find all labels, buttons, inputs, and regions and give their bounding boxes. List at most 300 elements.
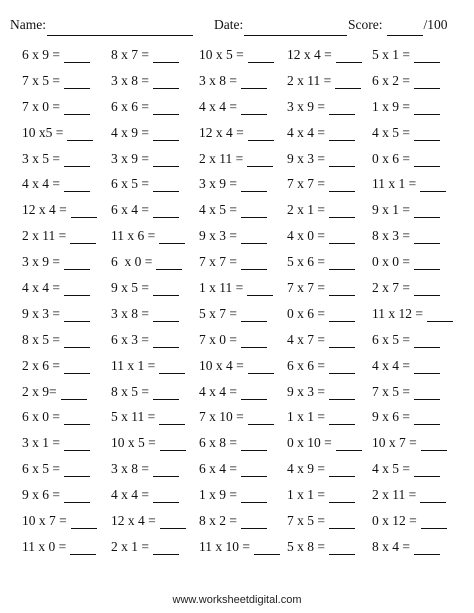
- answer-blank[interactable]: [153, 204, 179, 218]
- problem-text: 4 x 4 =: [199, 98, 237, 114]
- multiplication-problem: [372, 539, 440, 555]
- problem-row: [0, 122, 474, 148]
- problem-text: 5 x 8 =: [287, 538, 325, 554]
- answer-blank[interactable]: [64, 256, 90, 270]
- problem-row: [0, 510, 474, 536]
- problem-text: 10 x5 =: [22, 124, 64, 140]
- answer-blank[interactable]: [153, 101, 179, 115]
- multiplication-problem: [111, 47, 179, 63]
- answer-blank[interactable]: [64, 101, 90, 115]
- answer-blank[interactable]: [335, 75, 361, 89]
- answer-blank[interactable]: [414, 282, 440, 296]
- answer-blank[interactable]: [160, 437, 186, 451]
- answer-blank[interactable]: [414, 360, 440, 374]
- multiplication-problem: [111, 254, 182, 270]
- name-field: [10, 14, 193, 36]
- answer-blank[interactable]: [70, 230, 96, 244]
- answer-blank[interactable]: [64, 308, 90, 322]
- answer-blank[interactable]: [329, 541, 355, 555]
- answer-blank[interactable]: [64, 360, 90, 374]
- problem-text: 4 x 9 =: [287, 461, 325, 477]
- problem-text: 6 x 9 =: [22, 47, 60, 62]
- answer-blank[interactable]: [71, 204, 97, 218]
- answer-blank[interactable]: [159, 360, 185, 374]
- answer-blank[interactable]: [414, 204, 440, 218]
- multiplication-problem: [372, 384, 440, 400]
- score-label: Score:: [348, 17, 383, 32]
- answer-blank[interactable]: [247, 153, 273, 167]
- multiplication-problem: [287, 409, 355, 425]
- answer-blank[interactable]: [329, 334, 355, 348]
- answer-blank[interactable]: [414, 101, 440, 115]
- problem-text: 10 x 7 =: [372, 435, 417, 451]
- answer-blank[interactable]: [329, 386, 355, 400]
- answer-blank[interactable]: [61, 386, 87, 400]
- answer-blank[interactable]: [153, 386, 179, 400]
- multiplication-problem: [22, 435, 90, 451]
- multiplication-problem: [199, 384, 267, 400]
- problem-row: [0, 458, 474, 484]
- answer-blank[interactable]: [153, 489, 179, 503]
- answer-blank[interactable]: [153, 178, 179, 192]
- problem-text: 1 x 1 =: [287, 409, 325, 425]
- problem-text: 5 x 7 =: [199, 305, 237, 321]
- multiplication-problem: [111, 202, 179, 218]
- multiplication-problem: [199, 228, 267, 244]
- multiplication-problem: [372, 47, 440, 63]
- multiplication-problem: [111, 151, 179, 167]
- answer-blank[interactable]: [241, 256, 267, 270]
- answer-blank[interactable]: [241, 334, 267, 348]
- multiplication-problem: [22, 461, 90, 477]
- problem-text: 5 x 1 =: [372, 47, 410, 62]
- multiplication-problem: [372, 125, 440, 141]
- multiplication-problem: [22, 513, 97, 529]
- problem-text: 8 x 4 =: [372, 538, 410, 554]
- answer-blank[interactable]: [329, 308, 355, 322]
- answer-blank[interactable]: [414, 75, 440, 89]
- multiplication-problem: [199, 306, 267, 322]
- problem-grid: [0, 44, 474, 562]
- answer-blank[interactable]: [241, 489, 267, 503]
- multiplication-problem: [22, 228, 96, 244]
- problem-text: 4 x 4 =: [111, 487, 149, 503]
- answer-blank[interactable]: [241, 230, 267, 244]
- problem-text: 12 x 4 =: [22, 202, 67, 218]
- answer-blank[interactable]: [241, 437, 267, 451]
- problem-text: 8 x 5 =: [111, 383, 149, 399]
- date-label: Date:: [214, 17, 244, 32]
- multiplication-problem: [199, 280, 273, 296]
- problem-text: 1 x 11 =: [199, 280, 244, 296]
- problem-text: 3 x 8 =: [111, 72, 149, 88]
- problem-text: 11 x 1 =: [372, 176, 417, 192]
- problem-text: 4 x 4 =: [372, 357, 410, 373]
- multiplication-problem: [111, 461, 179, 477]
- problem-text: 5 x 11 =: [111, 409, 156, 425]
- answer-blank[interactable]: [241, 308, 267, 322]
- answer-blank[interactable]: [414, 386, 440, 400]
- problem-text: 2 x 11 =: [199, 150, 244, 166]
- problem-text: 8 x 5 =: [22, 331, 60, 347]
- problem-text: 6 x 5 =: [22, 461, 60, 477]
- answer-blank[interactable]: [414, 153, 440, 167]
- multiplication-problem: [287, 151, 355, 167]
- answer-blank[interactable]: [241, 204, 267, 218]
- problem-row: [0, 381, 474, 407]
- multiplication-problem: [372, 409, 440, 425]
- answer-blank[interactable]: [329, 101, 355, 115]
- answer-blank[interactable]: [64, 75, 90, 89]
- answer-blank[interactable]: [64, 334, 90, 348]
- problem-text: 9 x 3 =: [287, 150, 325, 166]
- answer-blank[interactable]: [329, 489, 355, 503]
- problem-text: 10 x 7 =: [22, 513, 67, 529]
- problem-text: 2 x 11 =: [22, 228, 67, 244]
- answer-blank[interactable]: [71, 515, 97, 529]
- problem-text: 8 x 3 =: [372, 228, 410, 244]
- problem-row: [0, 536, 474, 562]
- problem-text: 0 x 0 =: [372, 254, 410, 270]
- answer-blank[interactable]: [153, 127, 179, 141]
- answer-blank[interactable]: [421, 437, 447, 451]
- problem-text: 7 x 7 =: [199, 254, 237, 270]
- answer-blank[interactable]: [248, 127, 274, 141]
- multiplication-problem: [372, 254, 440, 270]
- multiplication-problem: [22, 73, 90, 89]
- problem-text: 3 x 9 =: [287, 98, 325, 114]
- multiplication-problem: [372, 435, 447, 451]
- multiplication-problem: [287, 461, 355, 477]
- answer-blank[interactable]: [156, 256, 182, 270]
- problem-row: [0, 225, 474, 251]
- multiplication-problem: [287, 228, 355, 244]
- problem-text: 4 x 4 =: [22, 280, 60, 296]
- multiplication-problem: [372, 99, 440, 115]
- answer-blank[interactable]: [241, 515, 267, 529]
- answer-blank[interactable]: [414, 230, 440, 244]
- answer-blank[interactable]: [160, 515, 186, 529]
- multiplication-problem: [22, 99, 90, 115]
- problem-text: 6 x 8 =: [199, 435, 237, 451]
- problem-text: 2 x 9=: [22, 383, 57, 399]
- multiplication-problem: [199, 73, 267, 89]
- answer-blank[interactable]: [329, 153, 355, 167]
- problem-text: 4 x 0 =: [287, 228, 325, 244]
- answer-blank[interactable]: [420, 178, 446, 192]
- multiplication-problem: [22, 202, 97, 218]
- score-total: /100: [423, 17, 448, 32]
- answer-blank[interactable]: [329, 463, 355, 477]
- problem-row: [0, 406, 474, 432]
- multiplication-problem: [372, 228, 440, 244]
- problem-text: 3 x 5 =: [22, 150, 60, 166]
- problem-text: 4 x 4 =: [199, 383, 237, 399]
- problem-text: 6 x 6 =: [287, 357, 325, 373]
- multiplication-problem: [372, 73, 440, 89]
- score-blank-line[interactable]: [387, 19, 423, 36]
- multiplication-problem: [372, 332, 440, 348]
- answer-blank[interactable]: [414, 256, 440, 270]
- multiplication-problem: [372, 358, 440, 374]
- answer-blank[interactable]: [70, 541, 96, 555]
- answer-blank[interactable]: [64, 49, 90, 63]
- problem-text: 9 x 6 =: [22, 487, 60, 503]
- answer-blank[interactable]: [414, 411, 440, 425]
- answer-blank[interactable]: [336, 437, 362, 451]
- answer-blank[interactable]: [64, 411, 90, 425]
- answer-blank[interactable]: [248, 360, 274, 374]
- multiplication-problem: [372, 513, 447, 529]
- multiplication-problem: [287, 99, 355, 115]
- multiplication-problem: [22, 384, 87, 400]
- multiplication-problem: [199, 513, 267, 529]
- answer-blank[interactable]: [329, 360, 355, 374]
- problem-row: [0, 173, 474, 199]
- multiplication-problem: [22, 539, 96, 555]
- multiplication-problem: [199, 151, 273, 167]
- multiplication-problem: [199, 254, 267, 270]
- problem-text: 7 x 0 =: [22, 98, 60, 114]
- problem-text: 2 x 11 =: [372, 487, 417, 503]
- problem-row: [0, 355, 474, 381]
- multiplication-problem: [22, 409, 90, 425]
- multiplication-problem: [111, 487, 179, 503]
- problem-text: 1 x 9 =: [372, 98, 410, 114]
- answer-blank[interactable]: [427, 308, 453, 322]
- problem-text: 11 x 0 =: [22, 538, 67, 554]
- problem-text: 9 x 5 =: [111, 280, 149, 296]
- answer-blank[interactable]: [329, 230, 355, 244]
- multiplication-problem: [199, 409, 274, 425]
- problem-row: [0, 484, 474, 510]
- answer-blank[interactable]: [241, 463, 267, 477]
- answer-blank[interactable]: [64, 489, 90, 503]
- multiplication-problem: [22, 487, 90, 503]
- answer-blank[interactable]: [64, 437, 90, 451]
- multiplication-problem: [199, 99, 267, 115]
- problem-text: 6 x 4 =: [111, 202, 149, 218]
- multiplication-problem: [22, 47, 90, 63]
- problem-text: 7 x 10 =: [199, 409, 244, 425]
- multiplication-problem: [372, 176, 446, 192]
- problem-text: 3 x 8 =: [111, 305, 149, 321]
- problem-text: 6 x 6 =: [111, 98, 149, 114]
- answer-blank[interactable]: [248, 411, 274, 425]
- name-label: Name:: [10, 17, 46, 32]
- answer-blank[interactable]: [159, 411, 185, 425]
- problem-text: 9 x 6 =: [372, 409, 410, 425]
- answer-blank[interactable]: [329, 411, 355, 425]
- problem-text: 1 x 1 =: [287, 487, 325, 503]
- answer-blank[interactable]: [64, 153, 90, 167]
- multiplication-problem: [22, 280, 90, 296]
- answer-blank[interactable]: [153, 308, 179, 322]
- answer-blank[interactable]: [414, 463, 440, 477]
- multiplication-problem: [199, 435, 267, 451]
- answer-blank[interactable]: [159, 230, 185, 244]
- problem-text: 4 x 7 =: [287, 331, 325, 347]
- footer-website: www.worksheetdigital.com: [172, 594, 302, 606]
- answer-blank[interactable]: [329, 178, 355, 192]
- answer-blank[interactable]: [153, 334, 179, 348]
- multiplication-problem: [22, 125, 93, 141]
- answer-blank[interactable]: [414, 334, 440, 348]
- answer-blank[interactable]: [241, 178, 267, 192]
- multiplication-problem: [22, 306, 90, 322]
- problem-text: 2 x 11 =: [287, 72, 332, 88]
- multiplication-problem: [287, 176, 355, 192]
- multiplication-problem: [199, 461, 267, 477]
- multiplication-problem: [199, 487, 267, 503]
- multiplication-problem: [287, 384, 355, 400]
- answer-blank[interactable]: [254, 541, 280, 555]
- problem-text: 3 x 8 =: [199, 72, 237, 88]
- problem-text: 3 x 1 =: [22, 435, 60, 451]
- multiplication-problem: [287, 202, 355, 218]
- answer-blank[interactable]: [241, 75, 267, 89]
- answer-blank[interactable]: [67, 127, 93, 141]
- multiplication-problem: [287, 47, 362, 63]
- answer-blank[interactable]: [414, 541, 440, 555]
- multiplication-problem: [287, 254, 355, 270]
- problem-text: 0 x 6 =: [372, 150, 410, 166]
- problem-text: 6 x 3 =: [111, 331, 149, 347]
- multiplication-problem: [111, 176, 179, 192]
- problem-text: 10 x 5 =: [111, 435, 156, 451]
- multiplication-problem: [111, 125, 179, 141]
- multiplication-problem: [111, 332, 179, 348]
- answer-blank[interactable]: [248, 49, 274, 63]
- problem-row: [0, 44, 474, 70]
- problem-row: [0, 251, 474, 277]
- multiplication-problem: [372, 280, 440, 296]
- problem-text: 6 x 0 =: [111, 254, 153, 270]
- problem-text: 3 x 9 =: [22, 254, 60, 270]
- problem-text: 7 x 5 =: [22, 72, 60, 88]
- multiplication-problem: [287, 358, 355, 374]
- multiplication-problem: [287, 487, 355, 503]
- problem-row: [0, 70, 474, 96]
- multiplication-problem: [111, 280, 179, 296]
- multiplication-problem: [372, 202, 440, 218]
- multiplication-problem: [287, 539, 355, 555]
- multiplication-problem: [287, 513, 355, 529]
- answer-blank[interactable]: [153, 49, 179, 63]
- multiplication-problem: [372, 151, 440, 167]
- answer-blank[interactable]: [329, 127, 355, 141]
- answer-blank[interactable]: [241, 101, 267, 115]
- multiplication-problem: [111, 384, 179, 400]
- problem-row: [0, 303, 474, 329]
- answer-blank[interactable]: [247, 282, 273, 296]
- multiplication-problem: [111, 539, 179, 555]
- name-blank-line[interactable]: [47, 19, 193, 36]
- answer-blank[interactable]: [414, 49, 440, 63]
- multiplication-problem: [111, 513, 186, 529]
- answer-blank[interactable]: [421, 515, 447, 529]
- answer-blank[interactable]: [153, 282, 179, 296]
- multiplication-problem: [111, 228, 185, 244]
- answer-blank[interactable]: [414, 127, 440, 141]
- problem-text: 3 x 9 =: [199, 176, 237, 192]
- answer-blank[interactable]: [420, 489, 446, 503]
- problem-row: [0, 432, 474, 458]
- problem-text: 0 x 6 =: [287, 305, 325, 321]
- answer-blank[interactable]: [329, 204, 355, 218]
- problem-text: 7 x 5 =: [287, 513, 325, 529]
- problem-text: 9 x 3 =: [287, 383, 325, 399]
- date-blank-line[interactable]: [244, 19, 347, 36]
- answer-blank[interactable]: [64, 178, 90, 192]
- answer-blank[interactable]: [329, 282, 355, 296]
- answer-blank[interactable]: [64, 463, 90, 477]
- problem-row: [0, 199, 474, 225]
- problem-row: [0, 148, 474, 174]
- multiplication-problem: [372, 461, 440, 477]
- answer-blank[interactable]: [153, 463, 179, 477]
- problem-text: 7 x 5 =: [372, 383, 410, 399]
- problem-text: 11 x 10 =: [199, 538, 250, 554]
- problem-text: 6 x 4 =: [199, 461, 237, 477]
- answer-blank[interactable]: [336, 49, 362, 63]
- problem-text: 6 x 2 =: [372, 72, 410, 88]
- multiplication-problem: [22, 332, 90, 348]
- multiplication-problem: [199, 47, 274, 63]
- problem-text: 4 x 4 =: [287, 124, 325, 140]
- problem-text: 6 x 5 =: [111, 176, 149, 192]
- problem-text: 11 x 12 =: [372, 305, 423, 321]
- multiplication-problem: [372, 487, 446, 503]
- multiplication-problem: [287, 280, 355, 296]
- problem-text: 12 x 4 =: [199, 124, 244, 140]
- problem-text: 3 x 9 =: [111, 150, 149, 166]
- problem-text: 6 x 5 =: [372, 331, 410, 347]
- answer-blank[interactable]: [153, 75, 179, 89]
- worksheet-header: [0, 14, 474, 36]
- multiplication-problem: [199, 539, 280, 555]
- multiplication-problem: [111, 435, 186, 451]
- problem-text: 10 x 4 =: [199, 357, 244, 373]
- problem-text: 4 x 9 =: [111, 124, 149, 140]
- answer-blank[interactable]: [64, 282, 90, 296]
- score-field: [348, 14, 448, 36]
- multiplication-problem: [287, 125, 355, 141]
- multiplication-problem: [111, 73, 179, 89]
- problem-text: 9 x 3 =: [22, 305, 60, 321]
- answer-blank[interactable]: [153, 541, 179, 555]
- problem-text: 3 x 8 =: [111, 461, 149, 477]
- problem-text: 8 x 7 =: [111, 47, 149, 62]
- problem-text: 7 x 0 =: [199, 331, 237, 347]
- multiplication-problem: [22, 254, 90, 270]
- multiplication-problem: [199, 202, 267, 218]
- multiplication-problem: [287, 73, 361, 89]
- problem-text: 4 x 5 =: [372, 124, 410, 140]
- answer-blank[interactable]: [329, 256, 355, 270]
- problem-row: [0, 96, 474, 122]
- answer-blank[interactable]: [241, 386, 267, 400]
- multiplication-problem: [199, 358, 274, 374]
- problem-text: 1 x 9 =: [199, 487, 237, 503]
- problem-text: 12 x 4 =: [111, 513, 156, 529]
- problem-text: 5 x 6 =: [287, 254, 325, 270]
- problem-text: 11 x 6 =: [111, 228, 156, 244]
- problem-text: 4 x 5 =: [199, 202, 237, 218]
- multiplication-problem: [199, 125, 274, 141]
- answer-blank[interactable]: [329, 515, 355, 529]
- answer-blank[interactable]: [153, 153, 179, 167]
